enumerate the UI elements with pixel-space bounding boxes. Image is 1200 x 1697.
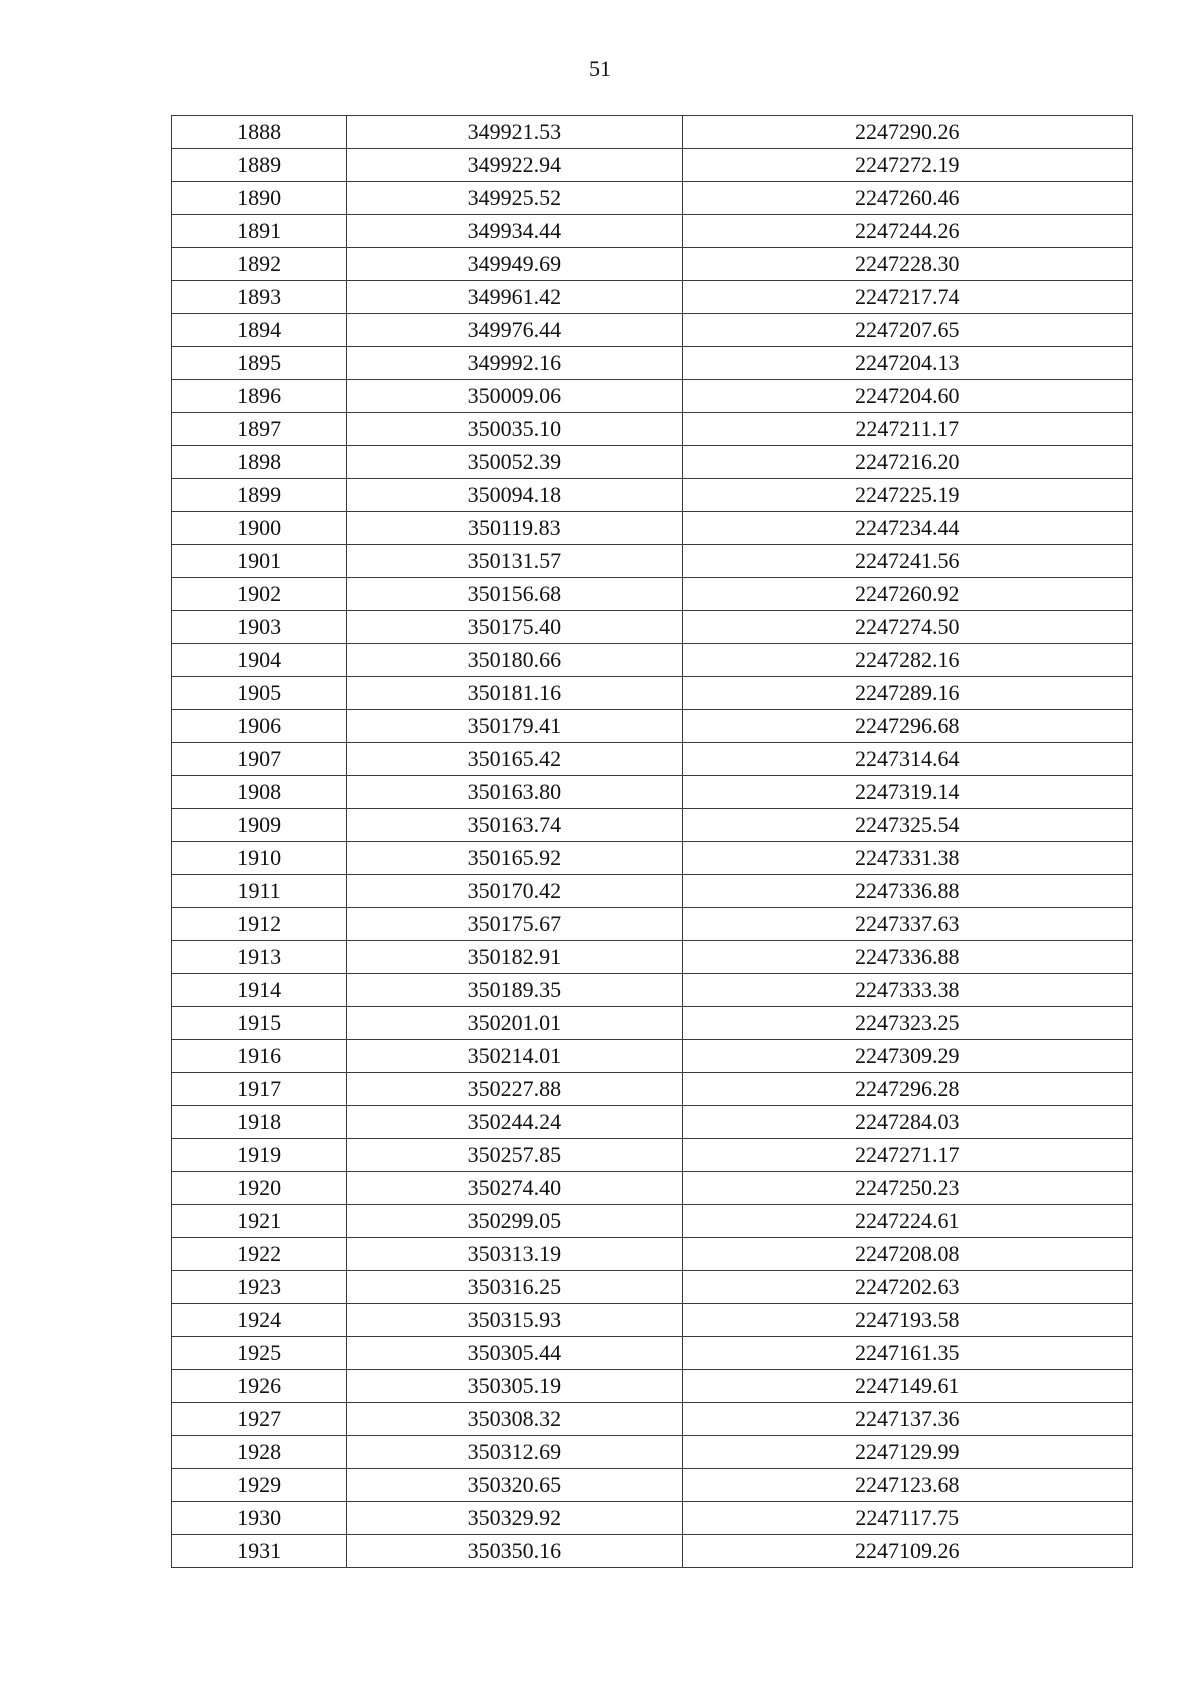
y-coordinate-cell: 2247272.19 bbox=[682, 149, 1132, 182]
table-row bbox=[172, 842, 1133, 875]
x-coordinate-cell: 350175.40 bbox=[347, 611, 682, 644]
y-coordinate-cell: 2247137.36 bbox=[682, 1403, 1132, 1436]
point-number-cell: 1891 bbox=[172, 215, 347, 248]
point-number-cell: 1908 bbox=[172, 776, 347, 809]
x-coordinate-cell: 350313.19 bbox=[347, 1238, 682, 1271]
x-coordinate-cell: 350165.42 bbox=[347, 743, 682, 776]
table-row bbox=[172, 677, 1133, 710]
table-row bbox=[172, 1502, 1133, 1535]
table-row bbox=[172, 1469, 1133, 1502]
y-coordinate-cell: 2247224.61 bbox=[682, 1205, 1132, 1238]
y-coordinate-cell: 2247314.64 bbox=[682, 743, 1132, 776]
y-coordinate-cell: 2247260.46 bbox=[682, 182, 1132, 215]
x-coordinate-cell: 349925.52 bbox=[347, 182, 682, 215]
y-coordinate-cell: 2247204.13 bbox=[682, 347, 1132, 380]
y-coordinate-cell: 2247336.88 bbox=[682, 875, 1132, 908]
y-coordinate-cell: 2247336.88 bbox=[682, 941, 1132, 974]
coordinates-table bbox=[171, 115, 1133, 1568]
point-number-cell: 1922 bbox=[172, 1238, 347, 1271]
y-coordinate-cell: 2247161.35 bbox=[682, 1337, 1132, 1370]
x-coordinate-cell: 350329.92 bbox=[347, 1502, 682, 1535]
table-row bbox=[172, 1205, 1133, 1238]
point-number-cell: 1912 bbox=[172, 908, 347, 941]
point-number-cell: 1931 bbox=[172, 1535, 347, 1568]
y-coordinate-cell: 2247296.68 bbox=[682, 710, 1132, 743]
x-coordinate-cell: 350175.67 bbox=[347, 908, 682, 941]
x-coordinate-cell: 350156.68 bbox=[347, 578, 682, 611]
point-number-cell: 1888 bbox=[172, 116, 347, 149]
table-row bbox=[172, 974, 1133, 1007]
table-row bbox=[172, 1106, 1133, 1139]
x-coordinate-cell: 349949.69 bbox=[347, 248, 682, 281]
y-coordinate-cell: 2247129.99 bbox=[682, 1436, 1132, 1469]
y-coordinate-cell: 2247319.14 bbox=[682, 776, 1132, 809]
y-coordinate-cell: 2247250.23 bbox=[682, 1172, 1132, 1205]
x-coordinate-cell: 350131.57 bbox=[347, 545, 682, 578]
x-coordinate-cell: 350163.74 bbox=[347, 809, 682, 842]
x-coordinate-cell: 350180.66 bbox=[347, 644, 682, 677]
table-row bbox=[172, 512, 1133, 545]
table-row bbox=[172, 1436, 1133, 1469]
y-coordinate-cell: 2247241.56 bbox=[682, 545, 1132, 578]
table-row bbox=[172, 1337, 1133, 1370]
y-coordinate-cell: 2247282.16 bbox=[682, 644, 1132, 677]
x-coordinate-cell: 350274.40 bbox=[347, 1172, 682, 1205]
y-coordinate-cell: 2247271.17 bbox=[682, 1139, 1132, 1172]
point-number-cell: 1918 bbox=[172, 1106, 347, 1139]
point-number-cell: 1925 bbox=[172, 1337, 347, 1370]
y-coordinate-cell: 2247290.26 bbox=[682, 116, 1132, 149]
table-row bbox=[172, 1172, 1133, 1205]
point-number-cell: 1894 bbox=[172, 314, 347, 347]
table-row bbox=[172, 413, 1133, 446]
table-row bbox=[172, 215, 1133, 248]
table-row bbox=[172, 644, 1133, 677]
point-number-cell: 1903 bbox=[172, 611, 347, 644]
x-coordinate-cell: 349922.94 bbox=[347, 149, 682, 182]
point-number-cell: 1910 bbox=[172, 842, 347, 875]
table-row bbox=[172, 1535, 1133, 1568]
y-coordinate-cell: 2247217.74 bbox=[682, 281, 1132, 314]
point-number-cell: 1914 bbox=[172, 974, 347, 1007]
y-coordinate-cell: 2247274.50 bbox=[682, 611, 1132, 644]
y-coordinate-cell: 2247123.68 bbox=[682, 1469, 1132, 1502]
table-row bbox=[172, 116, 1133, 149]
x-coordinate-cell: 349934.44 bbox=[347, 215, 682, 248]
y-coordinate-cell: 2247225.19 bbox=[682, 479, 1132, 512]
table-row bbox=[172, 1040, 1133, 1073]
y-coordinate-cell: 2247204.60 bbox=[682, 380, 1132, 413]
point-number-cell: 1919 bbox=[172, 1139, 347, 1172]
y-coordinate-cell: 2247289.16 bbox=[682, 677, 1132, 710]
point-number-cell: 1927 bbox=[172, 1403, 347, 1436]
y-coordinate-cell: 2247309.29 bbox=[682, 1040, 1132, 1073]
y-coordinate-cell: 2247337.63 bbox=[682, 908, 1132, 941]
table-row bbox=[172, 248, 1133, 281]
x-coordinate-cell: 349976.44 bbox=[347, 314, 682, 347]
y-coordinate-cell: 2247244.26 bbox=[682, 215, 1132, 248]
table-row bbox=[172, 1304, 1133, 1337]
point-number-cell: 1904 bbox=[172, 644, 347, 677]
y-coordinate-cell: 2247234.44 bbox=[682, 512, 1132, 545]
point-number-cell: 1920 bbox=[172, 1172, 347, 1205]
point-number-cell: 1899 bbox=[172, 479, 347, 512]
point-number-cell: 1898 bbox=[172, 446, 347, 479]
x-coordinate-cell: 350299.05 bbox=[347, 1205, 682, 1238]
y-coordinate-cell: 2247296.28 bbox=[682, 1073, 1132, 1106]
point-number-cell: 1916 bbox=[172, 1040, 347, 1073]
x-coordinate-cell: 350201.01 bbox=[347, 1007, 682, 1040]
x-coordinate-cell: 350315.93 bbox=[347, 1304, 682, 1337]
y-coordinate-cell: 2247333.38 bbox=[682, 974, 1132, 1007]
y-coordinate-cell: 2247193.58 bbox=[682, 1304, 1132, 1337]
table-row bbox=[172, 776, 1133, 809]
table-row bbox=[172, 875, 1133, 908]
y-coordinate-cell: 2247260.92 bbox=[682, 578, 1132, 611]
x-coordinate-cell: 350320.65 bbox=[347, 1469, 682, 1502]
point-number-cell: 1917 bbox=[172, 1073, 347, 1106]
table-row bbox=[172, 1370, 1133, 1403]
point-number-cell: 1900 bbox=[172, 512, 347, 545]
x-coordinate-cell: 350257.85 bbox=[347, 1139, 682, 1172]
table-row bbox=[172, 545, 1133, 578]
x-coordinate-cell: 350179.41 bbox=[347, 710, 682, 743]
x-coordinate-cell: 350214.01 bbox=[347, 1040, 682, 1073]
x-coordinate-cell: 350052.39 bbox=[347, 446, 682, 479]
table-row bbox=[172, 182, 1133, 215]
x-coordinate-cell: 350119.83 bbox=[347, 512, 682, 545]
table-row bbox=[172, 941, 1133, 974]
table-row bbox=[172, 281, 1133, 314]
table-row bbox=[172, 1139, 1133, 1172]
point-number-cell: 1901 bbox=[172, 545, 347, 578]
point-number-cell: 1906 bbox=[172, 710, 347, 743]
x-coordinate-cell: 350163.80 bbox=[347, 776, 682, 809]
point-number-cell: 1890 bbox=[172, 182, 347, 215]
x-coordinate-cell: 350094.18 bbox=[347, 479, 682, 512]
table-row bbox=[172, 743, 1133, 776]
x-coordinate-cell: 350244.24 bbox=[347, 1106, 682, 1139]
table-row bbox=[172, 149, 1133, 182]
point-number-cell: 1923 bbox=[172, 1271, 347, 1304]
table-row bbox=[172, 347, 1133, 380]
point-number-cell: 1930 bbox=[172, 1502, 347, 1535]
y-coordinate-cell: 2247325.54 bbox=[682, 809, 1132, 842]
table-row bbox=[172, 908, 1133, 941]
table-row bbox=[172, 1073, 1133, 1106]
x-coordinate-cell: 350350.16 bbox=[347, 1535, 682, 1568]
point-number-cell: 1915 bbox=[172, 1007, 347, 1040]
y-coordinate-cell: 2247117.75 bbox=[682, 1502, 1132, 1535]
point-number-cell: 1896 bbox=[172, 380, 347, 413]
y-coordinate-cell: 2247284.03 bbox=[682, 1106, 1132, 1139]
x-coordinate-cell: 350189.35 bbox=[347, 974, 682, 1007]
x-coordinate-cell: 350305.19 bbox=[347, 1370, 682, 1403]
table-row bbox=[172, 710, 1133, 743]
point-number-cell: 1928 bbox=[172, 1436, 347, 1469]
x-coordinate-cell: 349992.16 bbox=[347, 347, 682, 380]
y-coordinate-cell: 2247149.61 bbox=[682, 1370, 1132, 1403]
point-number-cell: 1907 bbox=[172, 743, 347, 776]
point-number-cell: 1889 bbox=[172, 149, 347, 182]
point-number-cell: 1921 bbox=[172, 1205, 347, 1238]
x-coordinate-cell: 350170.42 bbox=[347, 875, 682, 908]
x-coordinate-cell: 350182.91 bbox=[347, 941, 682, 974]
y-coordinate-cell: 2247331.38 bbox=[682, 842, 1132, 875]
x-coordinate-cell: 350308.32 bbox=[347, 1403, 682, 1436]
point-number-cell: 1893 bbox=[172, 281, 347, 314]
table-row bbox=[172, 611, 1133, 644]
table-row bbox=[172, 446, 1133, 479]
x-coordinate-cell: 349921.53 bbox=[347, 116, 682, 149]
point-number-cell: 1897 bbox=[172, 413, 347, 446]
coordinates-table-body bbox=[172, 116, 1133, 1568]
point-number-cell: 1892 bbox=[172, 248, 347, 281]
point-number-cell: 1905 bbox=[172, 677, 347, 710]
table-row bbox=[172, 1403, 1133, 1436]
x-coordinate-cell: 350009.06 bbox=[347, 380, 682, 413]
point-number-cell: 1924 bbox=[172, 1304, 347, 1337]
x-coordinate-cell: 350305.44 bbox=[347, 1337, 682, 1370]
point-number-cell: 1929 bbox=[172, 1469, 347, 1502]
x-coordinate-cell: 350035.10 bbox=[347, 413, 682, 446]
point-number-cell: 1909 bbox=[172, 809, 347, 842]
table-row bbox=[172, 809, 1133, 842]
table-row bbox=[172, 479, 1133, 512]
x-coordinate-cell: 350165.92 bbox=[347, 842, 682, 875]
x-coordinate-cell: 350181.16 bbox=[347, 677, 682, 710]
page-number: 51 bbox=[589, 56, 611, 81]
table-row bbox=[172, 380, 1133, 413]
table-row bbox=[172, 314, 1133, 347]
y-coordinate-cell: 2247208.08 bbox=[682, 1238, 1132, 1271]
y-coordinate-cell: 2247323.25 bbox=[682, 1007, 1132, 1040]
y-coordinate-cell: 2247207.65 bbox=[682, 314, 1132, 347]
x-coordinate-cell: 350227.88 bbox=[347, 1073, 682, 1106]
table-row bbox=[172, 578, 1133, 611]
point-number-cell: 1902 bbox=[172, 578, 347, 611]
x-coordinate-cell: 350312.69 bbox=[347, 1436, 682, 1469]
y-coordinate-cell: 2247109.26 bbox=[682, 1535, 1132, 1568]
y-coordinate-cell: 2247211.17 bbox=[682, 413, 1132, 446]
y-coordinate-cell: 2247202.63 bbox=[682, 1271, 1132, 1304]
table-row bbox=[172, 1271, 1133, 1304]
point-number-cell: 1926 bbox=[172, 1370, 347, 1403]
x-coordinate-cell: 349961.42 bbox=[347, 281, 682, 314]
point-number-cell: 1895 bbox=[172, 347, 347, 380]
y-coordinate-cell: 2247228.30 bbox=[682, 248, 1132, 281]
table-row bbox=[172, 1238, 1133, 1271]
point-number-cell: 1911 bbox=[172, 875, 347, 908]
table-row bbox=[172, 1007, 1133, 1040]
point-number-cell: 1913 bbox=[172, 941, 347, 974]
y-coordinate-cell: 2247216.20 bbox=[682, 446, 1132, 479]
x-coordinate-cell: 350316.25 bbox=[347, 1271, 682, 1304]
